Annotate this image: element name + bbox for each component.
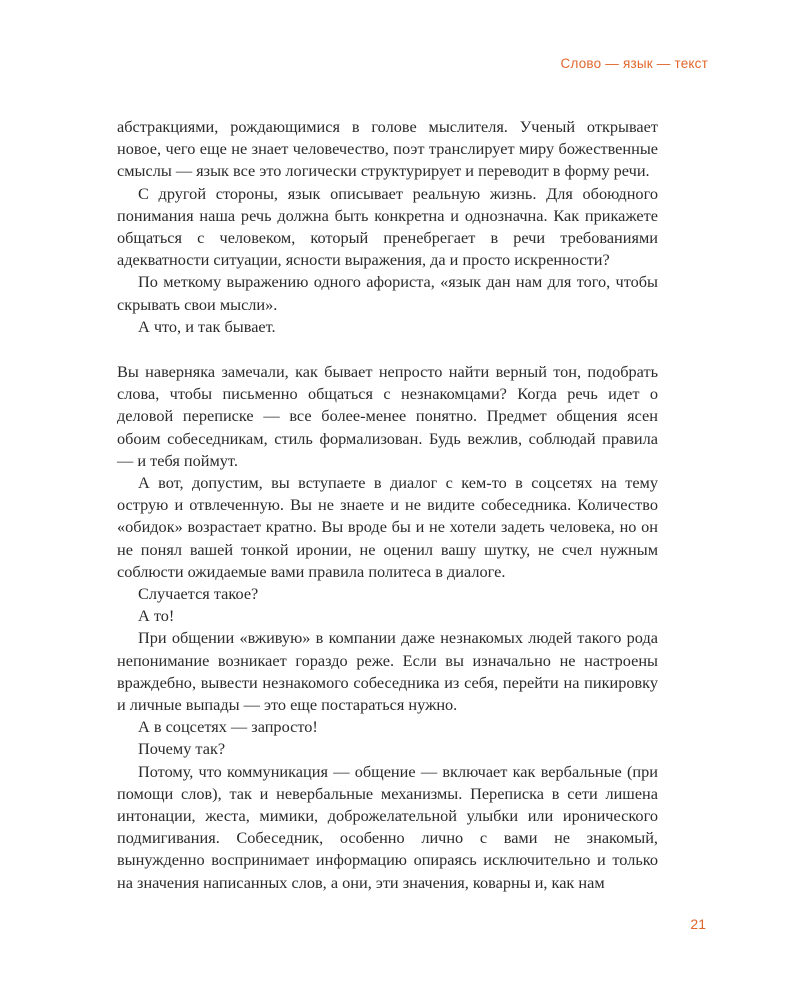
text-section-2 bbox=[117, 361, 658, 894]
running-header-title: Слово — язык — текст bbox=[560, 56, 708, 71]
page-number: 21 bbox=[690, 916, 706, 932]
paragraph: А то! bbox=[138, 606, 175, 626]
paragraph: С другой стороны, язык описывает реальную жизнь. Для обоюдного понимания наша речь должна быть конкретна и однозначна. Как прикажете общаться с человеком, который пренебрегает в речи требованиями адекватности ситуации, ясности выражения, да и просто искренности? bbox=[117, 183, 658, 270]
paragraph: А в соцсетях — запросто! bbox=[138, 717, 318, 737]
text-section-1 bbox=[117, 116, 658, 338]
paragraph: Вы наверняка замечали, как бывает непросто найти верный тон, подобрать слова, чтобы письменно общаться с незнакомцами? Когда речь идет о деловой переписке — все более-менее понятно. Предмет общения ясен обоим собеседникам, стиль формализован. Будь вежлив, соблюдай правила — и тебя поймут. bbox=[117, 362, 658, 470]
paragraph: Потому, что коммуникация — общение — включает как вербальные (при помощи слов), так и невербальные механизмы. Переписка в сети лишена интонации, жеста, мимики, доброжелательной улыбки или иронического подмигивания. Собеседник, особенно лично с вами не знакомый, вынужденно воспринимает информацию опираясь исключительно и только на значения написанных слов, а они, эти значения, коварны и, как нам bbox=[117, 761, 658, 892]
paragraph: Почему так? bbox=[138, 739, 226, 759]
paragraph: При общении «вживую» в компании даже незнакомых людей такого рода непонимание возникает гораздо реже. Если вы изначально не настроены враждебно, вывести незнакомого собеседника из себя, перейти на пикировку и личные выпады — это еще постараться нужно. bbox=[117, 628, 658, 715]
paragraph: А что, и так бывает. bbox=[138, 316, 276, 336]
paragraph: По меткому выражению одного афориста, «язык дан нам для того, чтобы скрывать свои мысли». bbox=[117, 272, 658, 314]
paragraph: абстракциями, рождающимися в голове мыслителя. Ученый открывает новое, чего еще не знает человечество, поэт транслирует миру божественные смыслы — язык все это логически структурирует и переводит в форму речи. bbox=[117, 117, 658, 181]
paragraph: А вот, допустим, вы вступаете в диалог с кем-то в соцсетях на тему острую и отвлеченную. Вы не знаете и не видите собеседника. Количество «обидок» возрастает кратно. Вы вроде бы и не хотели задеть человека, но он не понял вашей тонкой иронии, не оценил вашу шутку, не счел нужным соблюсти ожидаемые вами правила политеса в диалоге. bbox=[117, 473, 658, 581]
paragraph: Случается такое? bbox=[138, 584, 259, 604]
